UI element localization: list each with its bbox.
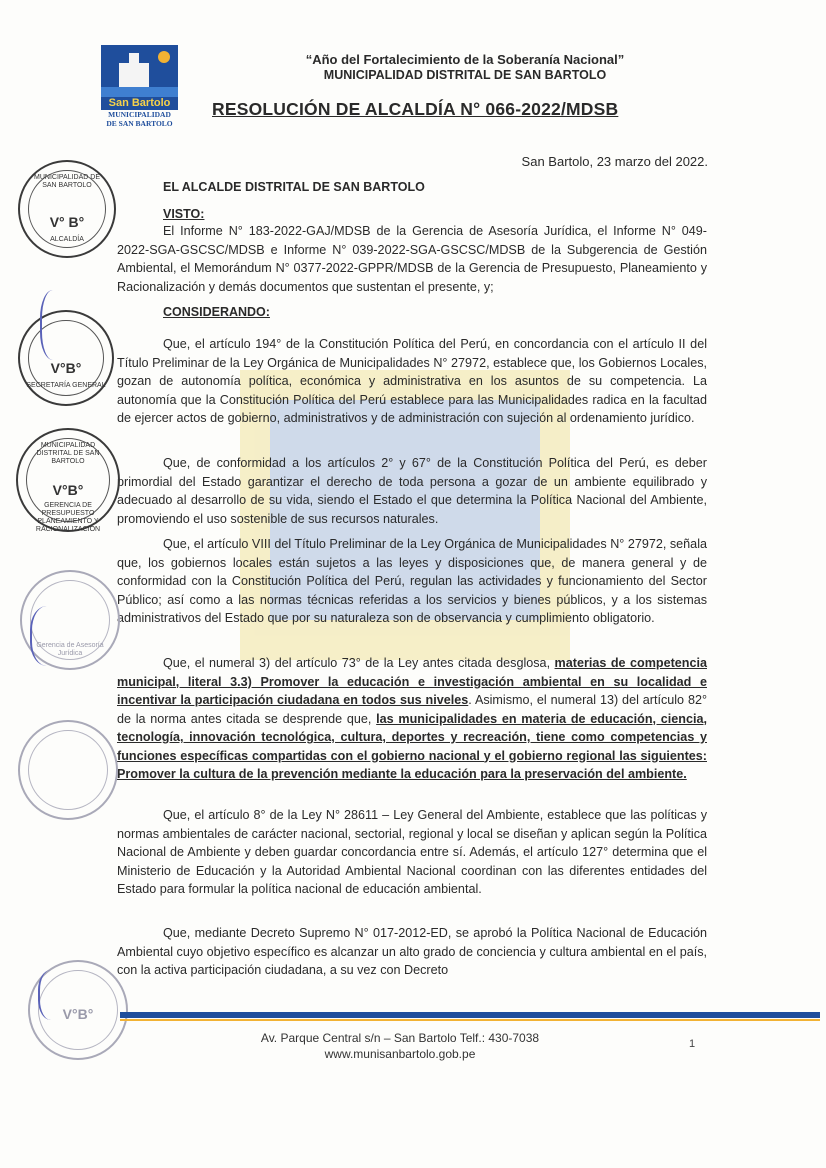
stamp-6-vb: V°B°: [62, 1006, 94, 1022]
page-number: 1: [689, 1038, 696, 1050]
stamp-1-vb: V° B°: [49, 214, 85, 230]
paragraph-4-intro: Que, el numeral 3) del artículo 73° de la Ley antes citada desglosa,: [163, 656, 555, 670]
logo-band-text: San Bartolo: [101, 97, 178, 110]
stamp-1-bottom-text: ALCALDÍA: [50, 236, 84, 243]
municipality-name: MUNICIPALIDAD DISTRITAL DE SAN BARTOLO: [323, 68, 607, 82]
round-stamp-faint: [18, 720, 118, 820]
considerando-label: CONSIDERANDO:: [163, 305, 270, 319]
signature-mark-3: [38, 970, 70, 1020]
paragraph-4-emphasis-1: materias de competencia municipal, literal 3.3) Promover la educación e investigación ambiental en su localidad e incentivar la participación ciudadana en todos sus niveles: [117, 656, 707, 707]
paragraph-5: Que, el artículo 8° de la Ley N° 28611 – Ley General del Ambiente, establece que las políticas y normas ambientales de carácter nacional, sectorial, regional y local se diseñan y aplican según la Política Nacional de Ambiente y deben guardar concordancia entre sí. Además, el artículo 127° determina que el Ministerio de Educación y la Autoridad Ambiental Nacional coordinan con las diferentes entidades del Estado para formular la política nacional de educación ambiental.: [117, 808, 707, 896]
paragraph-4-middle: . Asimismo, el numeral 13) del artículo 82° de la norma antes citada se desprende que,: [117, 693, 707, 726]
paragraph-3: Que, el artículo VIII del Título Preliminar de la Ley Orgánica de Municipalidades N° 27972, señala que, los gobiernos locales están sujetos a las leyes y disposiciones que, de manera general y de conformidad con la Constitución Política del Perú, regulan las actividades y funcionamiento del Sector Público; así como a las normas técnicas referidas a los servicios y bienes públicos, y a los sistemas administrativos del Estado que por su naturaleza son de observancia y cumplimiento obligatorio.: [117, 537, 707, 625]
stamp-2-vb: V°B°: [50, 360, 82, 376]
addressee: EL ALCALDE DISTRITAL DE SAN BARTOLO: [163, 180, 425, 194]
stamp-3-top-text: MUNICIPALIDAD DISTRITAL DE SAN BARTOLO: [36, 442, 100, 465]
document-date: San Bartolo, 23 marzo del 2022.: [521, 154, 708, 169]
signature-mark-1: [40, 290, 72, 360]
footer-divider-accent: [120, 1019, 820, 1021]
footer-address: Av. Parque Central s/n – San Bartolo Telf.: 430-7038: [260, 1031, 540, 1045]
vb-stamp-alcaldia: [18, 160, 116, 258]
visto-label: VISTO:: [163, 207, 205, 221]
stamp-2-bottom-text: SECRETARÍA GENERAL: [26, 382, 106, 389]
vb-stamp-presupuesto: [16, 428, 120, 532]
visto-paragraph: El Informe N° 183-2022-GAJ/MDSB de la Gerencia de Asesoría Jurídica, el Informe N° 049-2022-SGA-GSCSC/MDSB e Informe N° 039-2022-SGA-GSCSC/MDSB de la Subgerencia de Gestión Ambiental, el Memorándum N° 0377-2022-GPPR/MDSB de la Gerencia de Presupuesto, Planeamiento y Racionalización y demás documentos que sustentan el presente, y;: [117, 224, 707, 294]
paragraph-1: Que, el artículo 194° de la Constitución Política del Perú, en concordancia con el artículo II del Título Preliminar de la Ley Orgánica de Municipalidades N° 27972, establece que, los Gobiernos Locales, gozan de autonomía política, económica y administrativa en los asuntos de su competencia. La autonomía que la Constitución Política del Perú establece para las Municipalidades radica en la facultad de ejercer actos de gobierno, administrativos y de administración con sujeción al ordenamiento jurídico.: [117, 337, 707, 425]
paragraph-6: Que, mediante Decreto Supremo N° 017-2012-ED, se aprobó la Política Nacional de Educación Ambiental cuyo objetivo específico es alcanzar un alto grado de conciencia y cultura ambiental en el país, con la activa participación ciudadana, a su vez con Decreto: [117, 926, 707, 977]
municipal-logo: [101, 45, 178, 129]
logo-sub-text-2: DE SAN BARTOLO: [106, 119, 173, 128]
stamp-3-vb: V°B°: [52, 482, 84, 498]
resolution-title: RESOLUCIÓN DE ALCALDÍA N° 066-2022/MDSB: [212, 99, 619, 119]
year-motto: “Año del Fortalecimiento de la Soberanía Nacional”: [305, 52, 625, 67]
footer-website: www.munisanbartolo.gob.pe: [324, 1047, 476, 1061]
logo-sub-text-1: MUNICIPALIDAD: [108, 110, 171, 119]
stamp-3-bottom-text: GERENCIA DE PRESUPUESTO PLANEAMIENTO Y RACIONALIZACIÓN: [35, 502, 101, 533]
paragraph-4: [117, 654, 707, 784]
paragraph-4-emphasis-2: las municipalidades en materia de educación, ciencia, tecnología, innovación tecnológica, cultura, deportes y recreación, tiene como competencias y funciones específicas compartidas con el gobierno nacional y el gobierno regional las siguientes: Promover la cultura de la prevención mediante la educación para la preservación del ambiente.: [117, 711, 707, 781]
stamp-1-top-text: MUNICIPALIDAD DE SAN BARTOLO: [34, 174, 100, 189]
signature-mark-2: [30, 606, 72, 666]
footer-divider: [120, 1012, 820, 1018]
stamp-4-bottom-text: Gerencia de Asesoría Jurídica: [36, 642, 104, 657]
paragraph-2: Que, de conformidad a los artículos 2° y 67° de la Constitución Política del Perú, es deber primordial del Estado garantizar el derecho de toda persona a gozar de un ambiente equilibrado y adecuado al desarrollo de su vida, siendo el Estado el que determina la Política Nacional del Ambiente, promoviendo el uso sostenible de sus recursos naturales.: [117, 456, 707, 526]
